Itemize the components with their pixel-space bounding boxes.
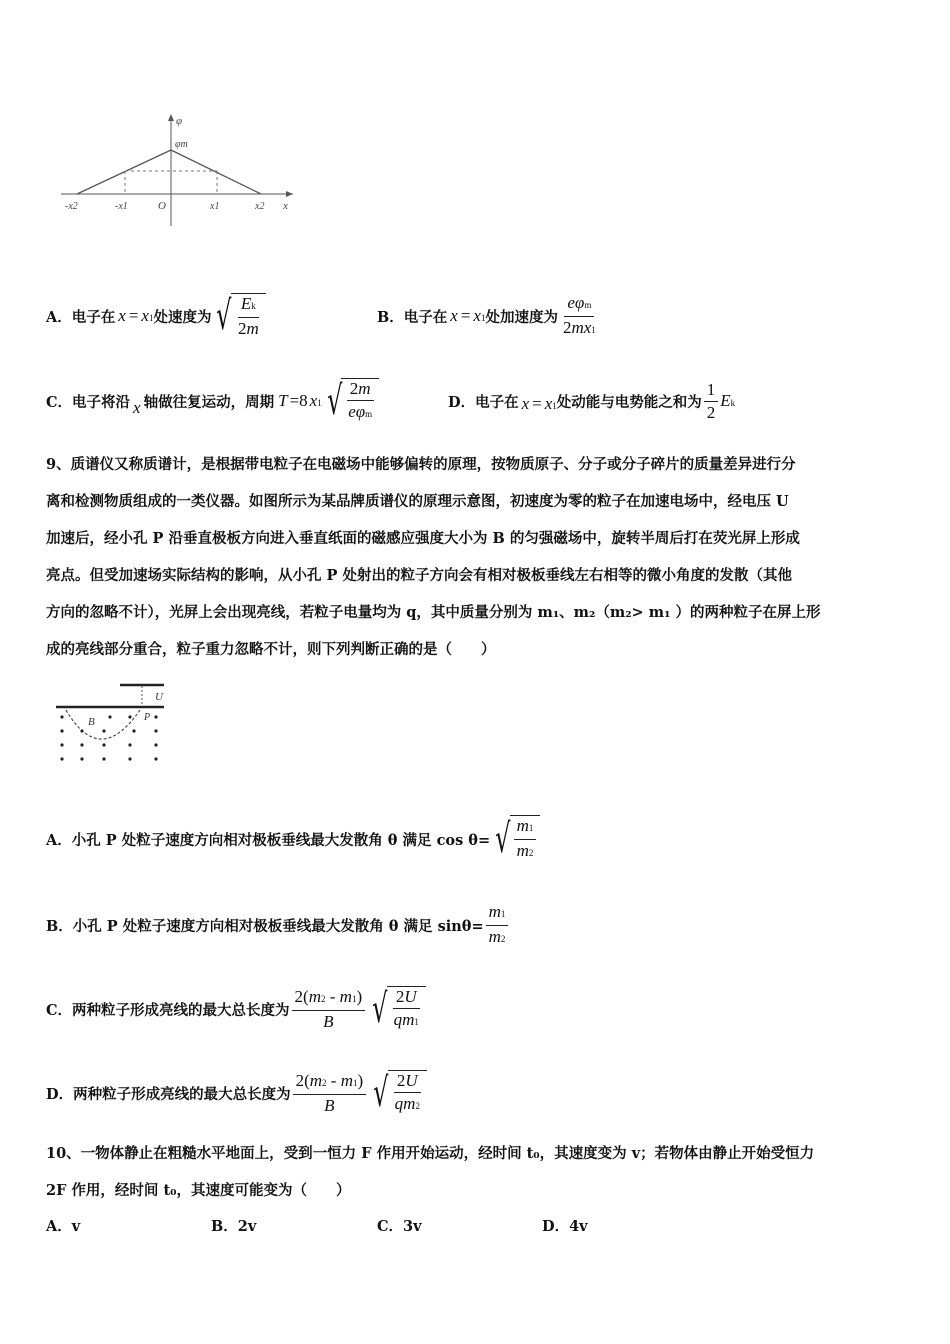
- q10-line: 2F 作用，经时间 t₀，其速度可能变为（ ）: [46, 1182, 351, 1199]
- q8-option-d: D． 电子在 x = x1 处动能与电势能之和为 $\frac{1}{2}$ Ek: [448, 379, 736, 422]
- q8-option-c: C． 电子将沿 x 轴做往复运动，周期 T =8 x1 √ $\frac{2m}{\text{eφm}}$: [46, 372, 379, 430]
- q9-line: 成的亮线部分重合，粒子重力忽略不计，则下列判断正确的是（ ）: [46, 641, 496, 658]
- q9-option-d: D．两种粒子形成亮线的最大总长度为 $\frac{2(m2 - m1)}{B}$ √ $\frac{2U}{qm2}$: [46, 1062, 427, 1124]
- hole-p-label: P: [144, 712, 151, 723]
- q10-option-b: B．2v: [211, 1218, 257, 1235]
- q9-line: 9、质谱仪又称质谱计，是根据带电粒子在电磁场中能够偏转的原理，按物质原子、分子或分子碎片的质量差异进行分: [46, 456, 796, 473]
- voltage-u-label: U: [155, 691, 163, 703]
- potential-graph: [55, 108, 305, 230]
- mass-spectrometer-diagram: [52, 680, 172, 766]
- tick-x1: x1: [210, 201, 220, 212]
- tick-neg-x1: -x1: [115, 201, 128, 212]
- q10-stem: [46, 1135, 916, 1209]
- tick-neg-x2: -x2: [65, 201, 78, 212]
- field-b-label: B: [88, 716, 95, 728]
- q10-option-a: A．v: [46, 1218, 81, 1235]
- q9-option-b: B．小孔 P 处粒子速度方向相对极板垂线最大发散角 θ 满足 sinθ= $\frac{m1}{m2}$: [46, 896, 510, 954]
- q10-line: 10、一物体静止在粗糙水平地面上，受到一恒力 F 作用开始运动，经时间 t₀，其速度变为 v；若物体由静止开始受恒力: [46, 1145, 815, 1162]
- axis-phi-label: φ: [176, 115, 183, 127]
- tick-origin: O: [158, 200, 166, 212]
- q8-option-a: A． 电子在 x = x1 处速度为 √ $\frac{Ek}{2m}$: [46, 290, 266, 342]
- q10-option-c: C．3v: [377, 1218, 422, 1235]
- axis-x-label: x: [283, 200, 288, 212]
- q8-option-b: B． 电子在 x = x1 处加速度为 $\frac{\text{eφm}}{2mx1}$: [377, 292, 596, 337]
- q9-stem: [46, 446, 916, 668]
- tick-x2: x2: [255, 201, 265, 212]
- q9-line: 离和检测物质组成的一类仪器。如图所示为某品牌质谱仪的原理示意图，初速度为零的粒子在加速电场中，经电压 U: [46, 493, 789, 510]
- q9-line: 方向的忽略不计），光屏上会出现亮线，若粒子电量均为 q，其中质量分别为 m₁、m₂（m₂> m₁ ）的两种粒子在屏上形: [46, 604, 821, 621]
- q9-option-a: A．小孔 P 处粒子速度方向相对极板垂线最大发散角 θ 满足 cos θ= √ $\frac{m1}{m2}$: [46, 810, 540, 868]
- q9-option-c: C．两种粒子形成亮线的最大总长度为 $\frac{2(m2 - m1)}{B}$ √ $\frac{2U}{qm1}$: [46, 978, 426, 1040]
- q9-line: 亮点。但受加速场实际结构的影响，从小孔 P 处射出的粒子方向会有相对极板垂线左右相等的微小角度的发散（其他: [46, 567, 792, 584]
- q9-line: 加速后，经小孔 P 沿垂直极板方向进入垂直纸面的磁感应强度大小为 B 的匀强磁场中，旋转半周后打在荧光屏上形成: [46, 530, 800, 547]
- q10-option-d: D．4v: [542, 1218, 588, 1235]
- phi-m-label: φm: [175, 139, 188, 150]
